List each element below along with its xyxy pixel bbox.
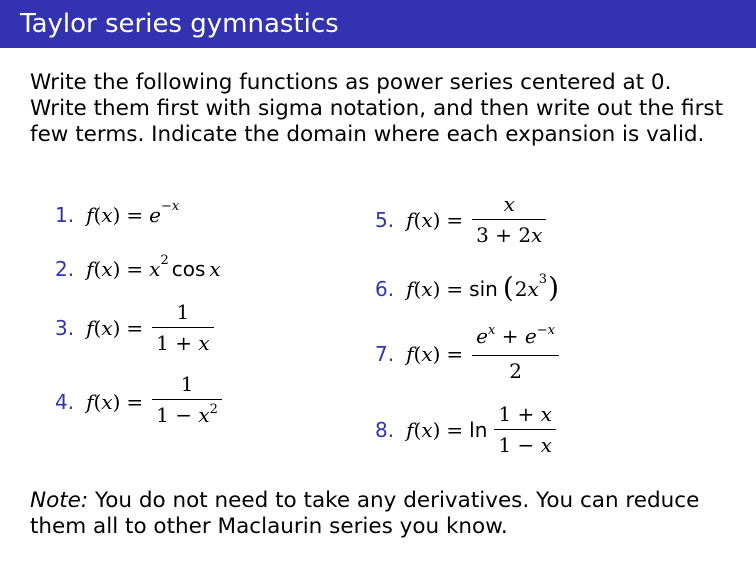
formula-2: f ( x ) = x $^2$ cos x <box>86 252 221 281</box>
problem-6 <box>375 272 560 305</box>
item-number: 6. <box>375 276 395 301</box>
formula-8: f ( x ) = ln $\frac{1 + x}{1 - x}$ <box>406 402 559 457</box>
instructions: Write the following functions as power series centered at 0. Write them first with sigma notation, and then write out the first few terms. Indicate the domain where each expansion is valid. <box>30 70 724 147</box>
item-number: 2. <box>55 257 75 281</box>
item-number: 4. <box>55 389 75 414</box>
problem-4 <box>55 372 225 431</box>
slide-title: Taylor series gymnastics <box>0 0 756 48</box>
formula-5: f ( x ) = $\frac{x}{3 + 2x}$ <box>406 192 549 247</box>
formula-3: f ( x ) = $\frac{1}{1 + x}$ <box>86 300 217 355</box>
note-label: Note: <box>30 488 89 513</box>
formula-1: f ( x ) = e $^{-x}$ <box>86 198 180 227</box>
item-number: 1. <box>55 203 75 227</box>
problem-2 <box>55 252 221 281</box>
problem-3 <box>55 300 217 355</box>
problem-8 <box>375 402 559 457</box>
note-paragraph <box>30 488 730 540</box>
problem-7 <box>375 324 562 383</box>
item-number: 5. <box>375 207 395 232</box>
problem-5 <box>375 192 549 247</box>
item-number: 7. <box>375 341 395 366</box>
formula-6: f ( x ) = sin ( 2 x $^3$ ) <box>406 271 559 304</box>
note-text: You do not need to take any derivatives. You can reduce them all to other Maclaurin series you know. <box>30 488 700 539</box>
item-number: 3. <box>55 315 75 340</box>
formula-7: f ( x ) = $\frac{e^x + e^{-x}}{2}$ <box>406 324 562 383</box>
formula-4: f ( x ) = $\frac{1}{1 - x^2}$ <box>86 372 225 431</box>
problem-1 <box>55 198 180 227</box>
item-number: 8. <box>375 417 395 442</box>
